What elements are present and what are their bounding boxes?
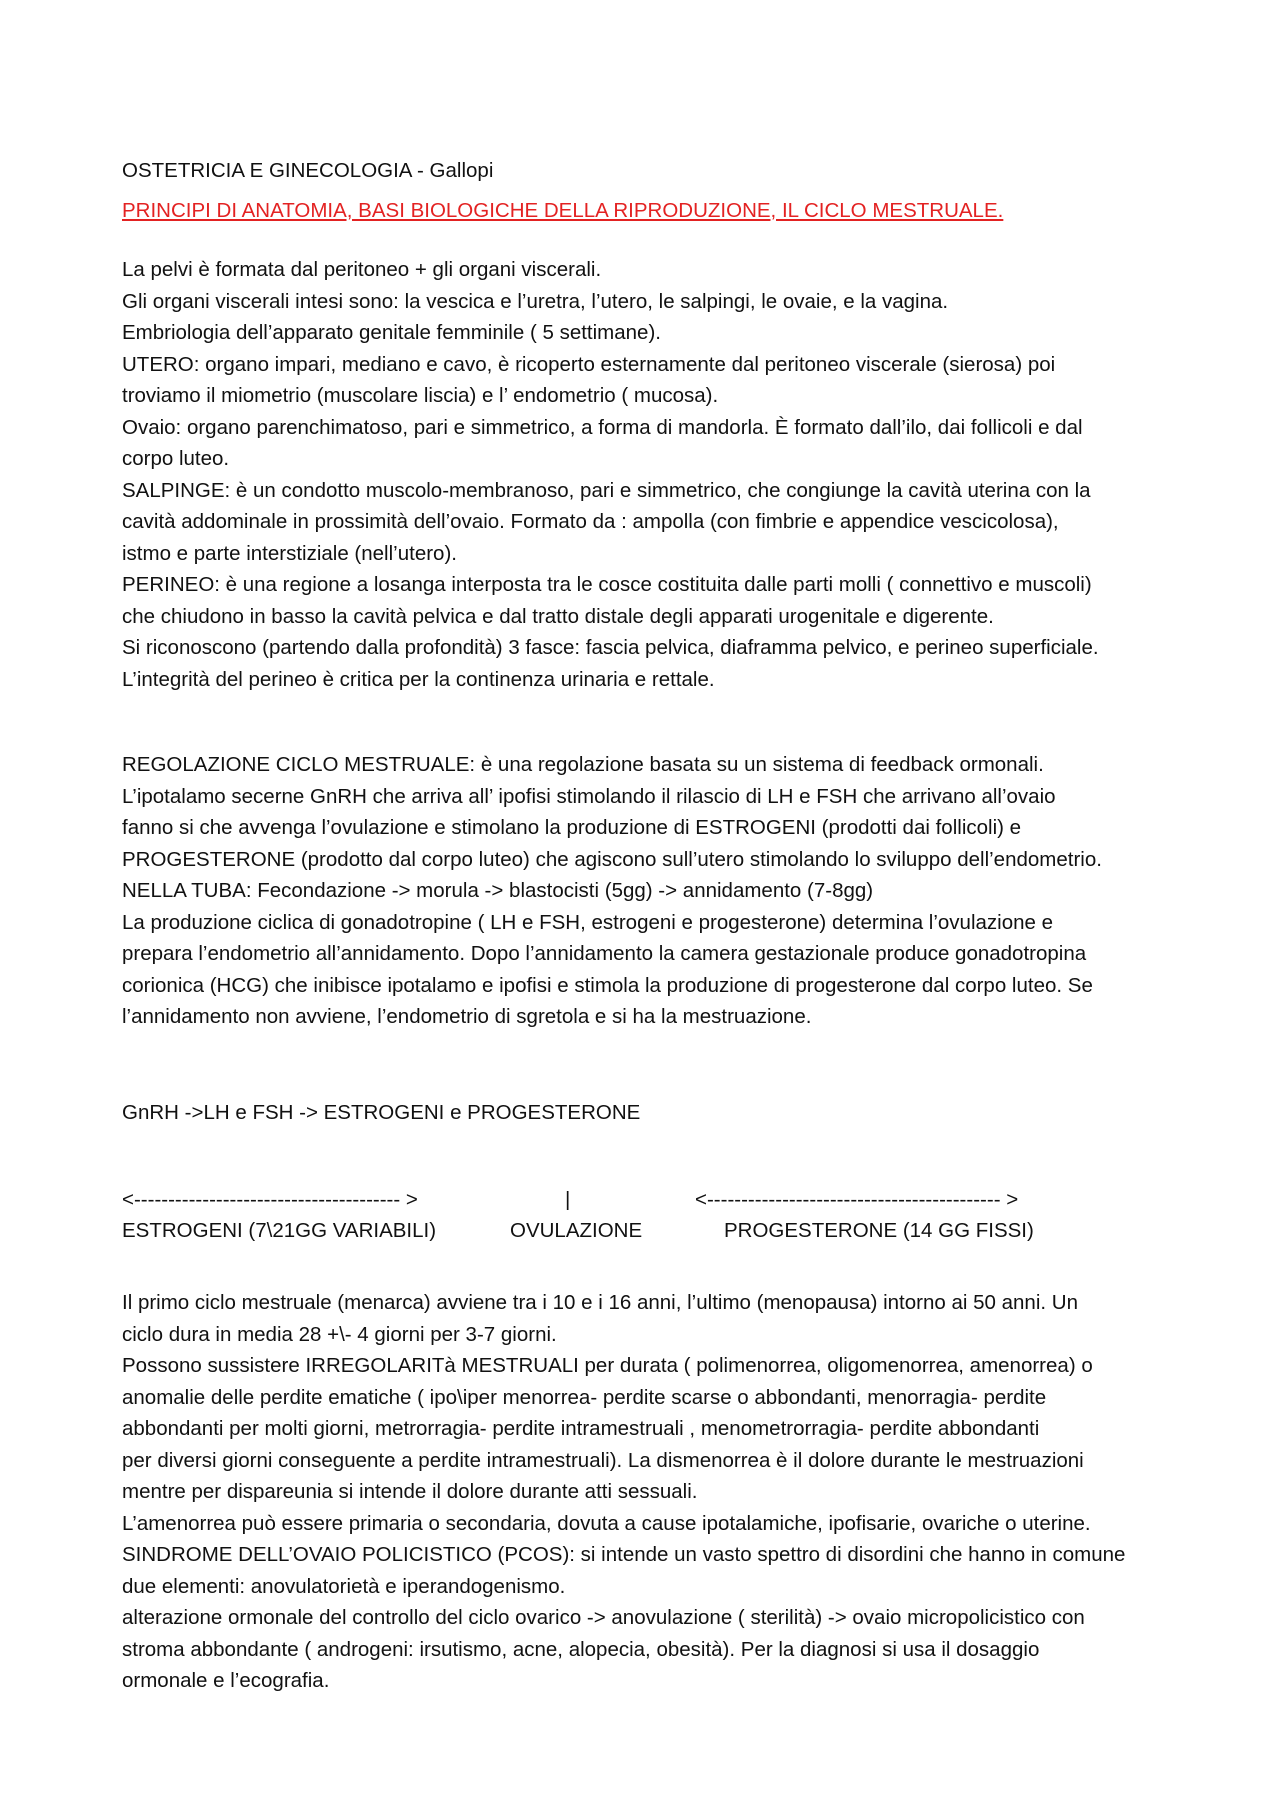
- paragraph-line: ciclo dura in media 28 +\- 4 giorni per 3-7 giorni.: [122, 1322, 557, 1346]
- paragraph-line: NELLA TUBA: Fecondazione -> morula -> blastocisti (5gg) -> annidamento (7-8gg): [122, 879, 874, 902]
- paragraph-line: UTERO: organo impari, mediano e cavo, è ricoperto esternamente dal peritoneo viscerale (sierosa) poi: [122, 352, 1056, 376]
- section-heading: PRINCIPI DI ANATOMIA, BASI BIOLOGICHE DELLA RIPRODUZIONE, IL CICLO MESTRUALE.: [122, 198, 1004, 222]
- paragraph-line: istmo e parte interstiziale (nell’utero).: [122, 541, 457, 565]
- paragraph-line: che chiudono in basso la cavità pelvica e dal tratto distale degli apparati urogenitale e digerente.: [122, 604, 994, 628]
- paragraph-line: corpo luteo.: [122, 447, 230, 470]
- paragraph-line: troviamo il miometrio (muscolare liscia) e l’ endometrio ( mucosa).: [122, 384, 719, 407]
- paragraph-line: Gli organi viscerali intesi sono: la vescica e l’uretra, l’utero, le salpingi, le ovaie, e la vagina.: [122, 289, 949, 313]
- paragraph-line: cavità addominale in prossimità dell’ovaio. Formato da : ampolla (con fimbrie e appendice vescicolosa),: [122, 510, 1059, 533]
- paragraph-line: L’ipotalamo secerne GnRH che arriva all’ ipofisi stimolando il rilascio di LH e FSH che arrivano all’ovaio: [122, 784, 1056, 808]
- hormone-chain: GnRH ->LH e FSH -> ESTROGENI e PROGESTERONE: [122, 1100, 641, 1124]
- paragraph-line: L’integrità del perineo è critica per la continenza urinaria e rettale.: [122, 667, 715, 691]
- paragraph-line: prepara l’endometrio all’annidamento. Dopo l’annidamento la camera gestazionale produce gonadotropina: [122, 942, 1087, 965]
- paragraph-line: PERINEO: è una regione a losanga interposta tra le cosce costituita dalle parti molli ( connettivo e muscoli): [122, 573, 1092, 596]
- progesterone-phase-arrow: <------------------------------------------- >: [695, 1188, 1019, 1211]
- cycle-timeline: [122, 1184, 1172, 1247]
- paragraph-line: Si riconoscono (partendo dalla profondità) 3 fasce: fascia pelvica, diaframma pelvico, e perineo superficiale.: [122, 636, 1099, 659]
- paragraph-line: l’annidamento non avviene, l’endometrio di sgretola e si ha la mestruazione.: [122, 1005, 812, 1028]
- paragraph-line: Possono sussistere IRREGOLARITà MESTRUALI per durata ( polimenorrea, oligomenorrea, amenorrea) o: [122, 1354, 1093, 1377]
- estrogen-phase-label: ESTROGENI (7\21GG VARIABILI): [122, 1219, 437, 1242]
- anatomy-section: [122, 254, 1172, 695]
- paragraph-line: Embriologia dell’apparato genitale femminile ( 5 settimane).: [122, 321, 661, 344]
- page-title: OSTETRICIA E GINECOLOGIA - Gallopi: [122, 159, 494, 182]
- paragraph-line: Il primo ciclo mestruale (menarca) avviene tra i 10 e i 16 anni, l’ultimo (menopausa) intorno ai 50 anni. Un: [122, 1291, 1078, 1314]
- paragraph-line: per diversi giorni conseguente a perdite intramestruali). La dismenorrea è il dolore durante le mestruazioni: [122, 1448, 1084, 1472]
- paragraph-line: SALPINGE: è un condotto muscolo-membranoso, pari e simmetrico, che congiunge la cavità uterina con la: [122, 478, 1091, 502]
- paragraph-line: La produzione ciclica di gonadotropine ( LH e FSH, estrogeni e progesterone) determina l’ovulazione e: [122, 910, 1054, 934]
- paragraph-line: fanno si che avvenga l’ovulazione e stimolano la produzione di ESTROGENI (prodotti dai follicoli) e: [122, 816, 1022, 839]
- cycle-section: [122, 1287, 1172, 1697]
- paragraph-line: PROGESTERONE (prodotto dal corpo luteo) che agiscono sull’utero stimolando lo sviluppo dell’endometrio.: [122, 847, 1102, 871]
- paragraph-line: stroma abbondante ( androgeni: irsutismo, acne, alopecia, obesità). Per la diagnosi si usa il dosaggio: [122, 1637, 1040, 1661]
- paragraph-line: ormonale e l’ecografia.: [122, 1669, 330, 1692]
- paragraph-line: due elementi: anovulatorietà e iperandogenismo.: [122, 1574, 566, 1598]
- paragraph-line: REGOLAZIONE CICLO MESTRUALE: è una regolazione basata su un sistema di feedback ormonali.: [122, 753, 1044, 776]
- ovulation-label: OVULAZIONE: [510, 1219, 643, 1242]
- paragraph-line: alterazione ormonale del controllo del ciclo ovarico -> anovulazione ( sterilità) -> ovaio micropolicistico con: [122, 1606, 1085, 1629]
- paragraph-line: anomalie delle perdite ematiche ( ipo\iper menorrea- perdite scarse o abbondanti, menorragia- perdite: [122, 1385, 1047, 1409]
- paragraph-line: SINDROME DELL’OVAIO POLICISTICO (PCOS): si intende un vasto spettro di disordini che hanno in comune: [122, 1543, 1126, 1566]
- ovulation-divider: |: [565, 1188, 571, 1211]
- paragraph-line: mentre per dispareunia si intende il dolore durante atti sessuali.: [122, 1480, 698, 1503]
- paragraph-line: corionica (HCG) che inibisce ipotalamo e ipofisi e stimola la produzione di progesterone dal corpo luteo. Se: [122, 973, 1093, 997]
- regulation-section: [122, 749, 1172, 1033]
- paragraph-line: Ovaio: organo parenchimatoso, pari e simmetrico, a forma di mandorla. È formato dall’ilo, dai follicoli e dal: [122, 415, 1083, 439]
- paragraph-line: L’amenorrea può essere primaria o secondaria, dovuta a cause ipotalamiche, ipofisarie, ovariche o uterine.: [122, 1511, 1091, 1535]
- paragraph-line: abbondanti per molti giorni, metrorragia- perdite intramestruali , menometrorragia- perdite abbondanti: [122, 1417, 1040, 1440]
- document-body: [122, 155, 1172, 1697]
- paragraph-line: La pelvi è formata dal peritoneo + gli organi viscerali.: [122, 258, 602, 281]
- progesterone-phase-label: PROGESTERONE (14 GG FISSI): [724, 1219, 1034, 1242]
- estrogen-phase-arrow: <--------------------------------------- >: [122, 1188, 418, 1211]
